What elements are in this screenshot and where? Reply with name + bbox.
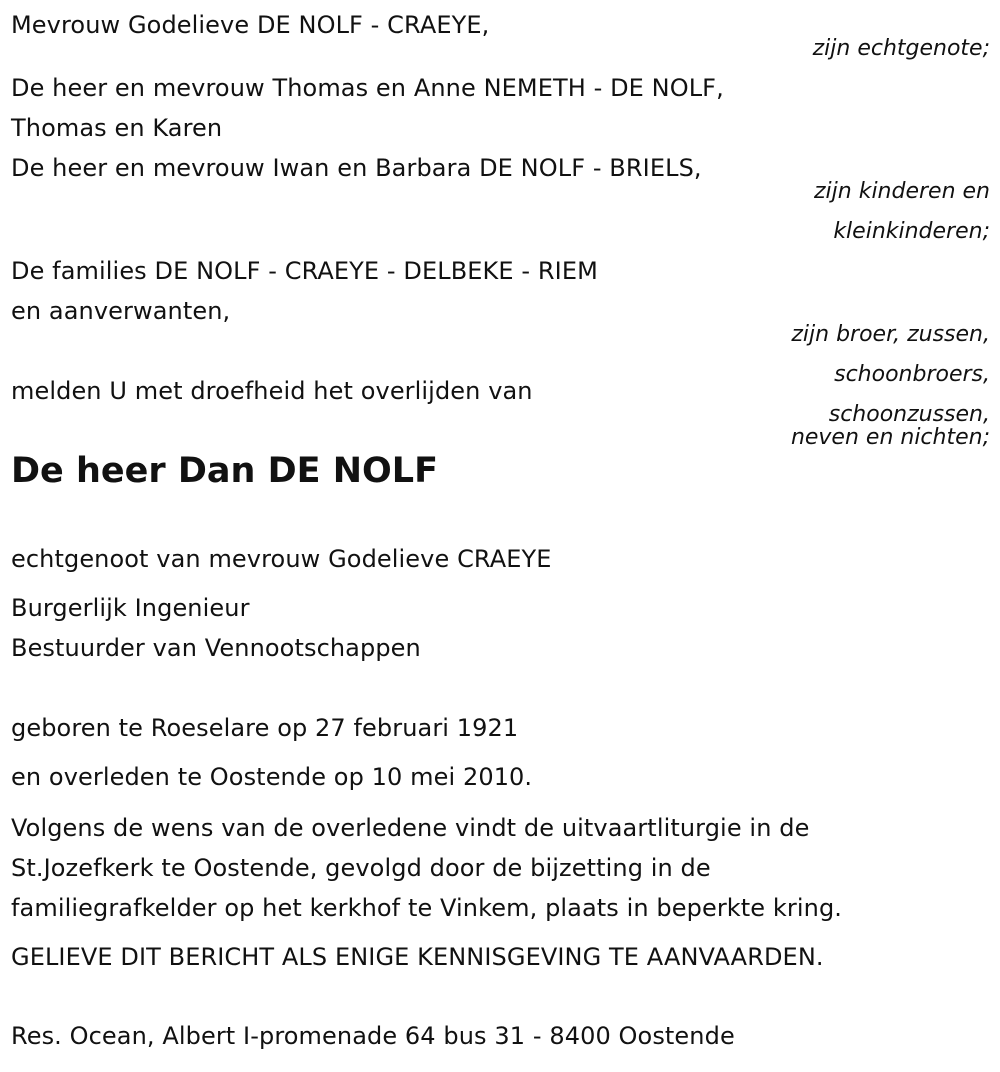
role-children-line2: kleinkinderen; — [833, 219, 990, 244]
deceased-title-1: Burgerlijk Ingenieur — [11, 594, 250, 622]
announcement-text: melden U met droefheid het overlijden van — [11, 377, 533, 405]
funeral-line-2: St.Jozefkerk te Oostende, gevolgd door de bijzetting in de — [11, 854, 711, 882]
role-children-line1: zijn kinderen en — [814, 179, 990, 204]
address: Res. Ocean, Albert I-promenade 64 bus 31 - 8400 Oostende — [11, 1022, 735, 1050]
relative-families: De families DE NOLF - CRAEYE - DELBEKE - RIEM — [11, 257, 598, 285]
relative-spouse: Mevrouw Godelieve DE NOLF - CRAEYE, — [11, 11, 490, 39]
role-families-line4: neven en nichten; — [790, 425, 990, 450]
role-families-line1: zijn broer, zussen, — [791, 322, 990, 347]
relative-child-2: De heer en mevrouw Iwan en Barbara DE NOLF - BRIELS, — [11, 154, 702, 182]
birth-info: geboren te Roeselare op 27 februari 1921 — [11, 714, 519, 742]
role-families-line3: schoonzussen, — [828, 402, 990, 427]
role-families-line2: schoonbroers, — [834, 362, 990, 387]
funeral-line-3: familiegrafkelder op het kerkhof te Vinkem, plaats in beperkte kring. — [11, 894, 843, 922]
deceased-title-2: Bestuurder van Vennootschappen — [11, 634, 421, 662]
deceased-spouse: echtgenoot van mevrouw Godelieve CRAEYE — [11, 545, 552, 573]
death-info: en overleden te Oostende op 10 mei 2010. — [11, 763, 533, 791]
notice-text: GELIEVE DIT BERICHT ALS ENIGE KENNISGEVING TE AANVAARDEN. — [11, 943, 824, 971]
relative-child-1: De heer en mevrouw Thomas en Anne NEMETH - DE NOLF, — [11, 74, 724, 102]
funeral-line-1: Volgens de wens van de overledene vindt de uitvaartliturgie in de — [11, 814, 810, 842]
role-spouse: zijn echtgenote; — [812, 36, 990, 61]
deceased-name: De heer Dan DE NOLF — [11, 451, 438, 491]
relative-in-laws: en aanverwanten, — [11, 297, 231, 325]
grandchildren: Thomas en Karen — [11, 114, 223, 142]
